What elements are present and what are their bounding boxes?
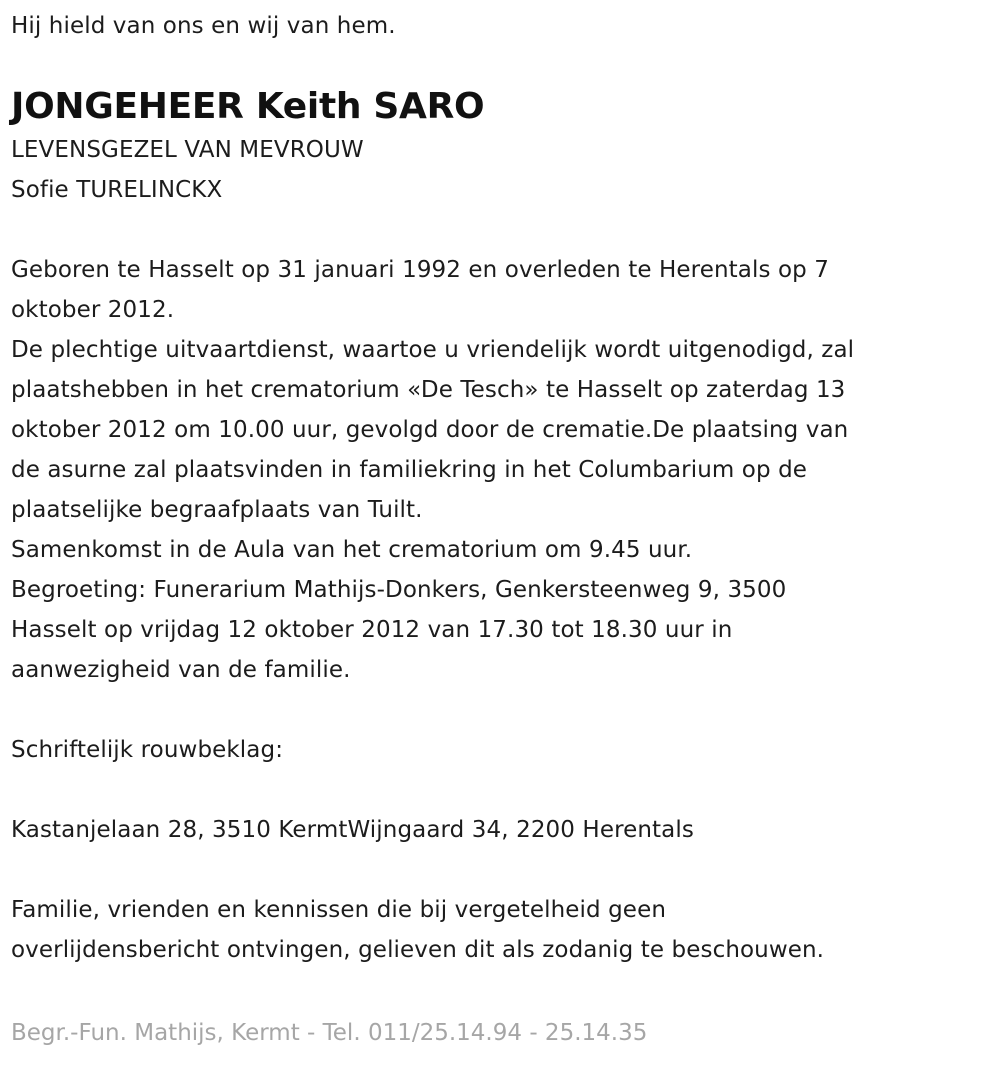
relation-line-1: LEVENSGEZEL VAN MEVROUW (11, 137, 364, 163)
funeral-details: Geboren te Hasselt op 31 januari 1992 en overleden te Herentals op 7 oktober 2012. De plechtige uitvaartdienst, waartoe u vriendelijk wordt uitgenodigd, zal plaatshebben in het crematorium «De Tesch» te Hasselt op zaterdag 13 oktober 2012 om 10.00 uur, gevolgd door de crematie.De plaatsing van de asurne zal plaatsvinden in familiekring in het Columbarium op de plaatselijke begraafplaats van Tuilt. Samenkomst in de Aula van het crematorium om 9.45 uur. Begroeting: Funerarium Mathijs-Donkers, Genkersteenweg 9, 3500 Hasselt op vrijdag 12 oktober 2012 van 17.30 tot 18.30 uur in aanwezigheid van de familie. (11, 257, 855, 683)
deceased-name: JONGEHEER Keith SARO (11, 86, 485, 127)
closing-note: Familie, vrienden en kennissen die bij vergetelheid geen overlijdensbericht ontvingen, gelieven dit als zodanig te beschouwen. (11, 897, 825, 963)
condolence-addresses: Kastanjelaan 28, 3510 KermtWijngaard 34, 2200 Herentals (11, 817, 694, 843)
obituary-notice (11, 0, 986, 970)
intro-quote: Hij hield van ons en wij van hem. (11, 13, 396, 39)
funeral-home-footer: Begr.-Fun. Mathijs, Kermt - Tel. 011/25.14.94 - 25.14.35 (11, 1020, 648, 1046)
condolence-label: Schriftelijk rouwbeklag: (11, 737, 284, 763)
relation-line-2: Sofie TURELINCKX (11, 177, 223, 203)
